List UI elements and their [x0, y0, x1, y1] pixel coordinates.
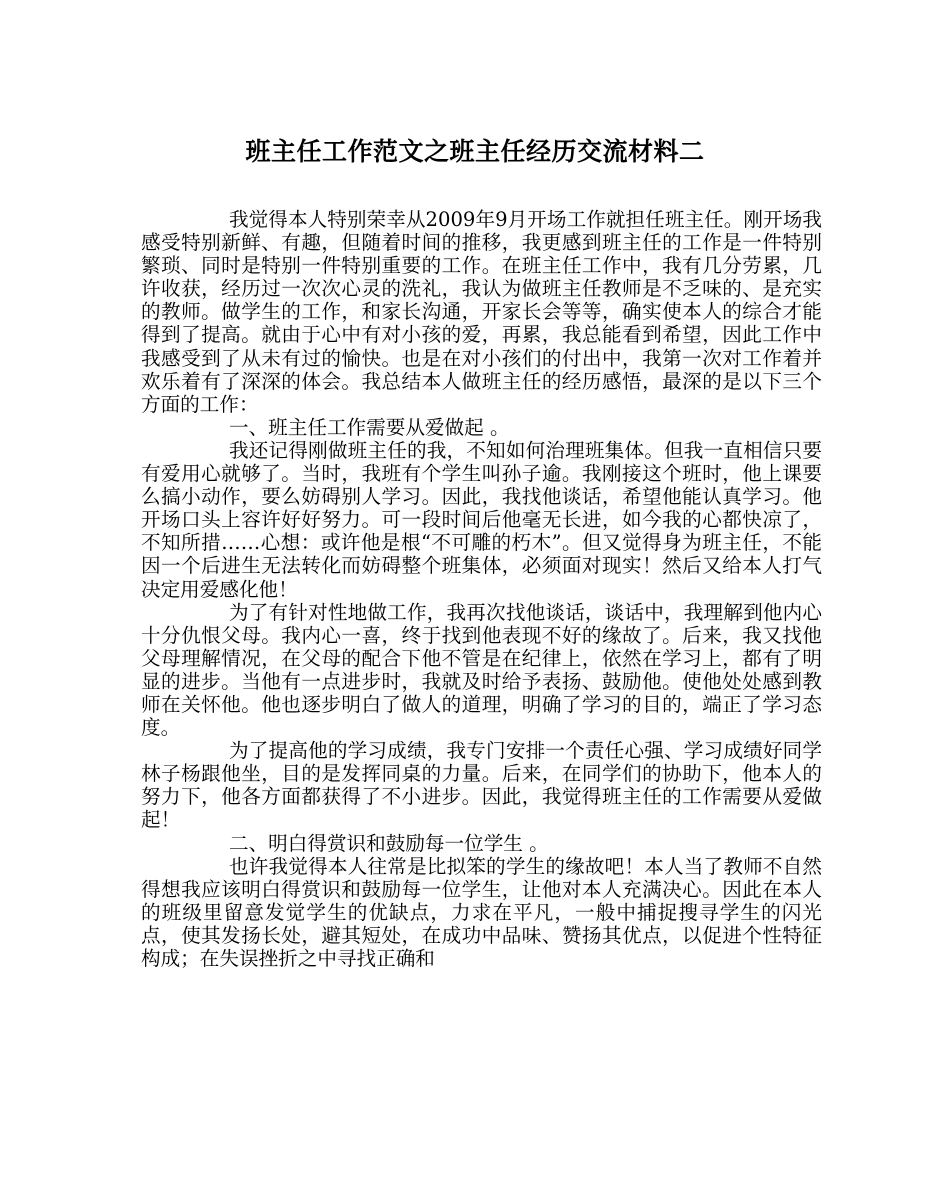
paragraph-section1-2: 为了有针对性地做工作，我再次找他谈话，谈话中，我理解到他内心十分仇恨父母。我内心一喜，终于找到他表现不好的缘故了。后来，我又找他父母理解情况，在父母的配合下他不管是在纪律上，依然在学习上，都有了明显的进步。当他有一点进步时，我就及时给予表扬、鼓励他。使他处处感到教师在关怀他。他也逐步明白了做人的道理，明确了学习的目的，端正了学习态度。 — [141, 600, 822, 740]
paragraph-section2-1: 也许我觉得本人往常是比拟笨的学生的缘故吧！本人当了教师不自然得想我应该明白得赏识和鼓励每一位学生，让他对本人充满决心。因此在本人的班级里留意发觉学生的优缺点，力求在平凡，一般中捕捉搜寻学生的闪光点，使其发扬长处，避其短处，在成功中品味、赞扬其优点，以促进个性特征构成；在失误挫折之中寻找正确和 — [141, 854, 822, 970]
section-heading-2: 二、明白得赏识和鼓励每一位学生 。 — [229, 831, 549, 855]
paragraph-section1-3: 为了提高他的学习成绩，我专门安排一个责任心强、学习成绩好同学林子杨跟他坐，目的是发挥同桌的力量。后来，在同学们的协助下，他本人的努力下，他各方面都获得了不小进步。因此，我觉得班主任的工作需要从爱做起！ — [141, 739, 822, 832]
paragraph-intro: 我觉得本人特别荣幸从2009年9月开场工作就担任班主任。刚开场我感受特别新鲜、有趣，但随着时间的推移，我更感到班主任的工作是一件特别繁琐、同时是特别一件特别重要的工作。在班主任工作中，我有几分劳累，几许收获，经历过一次次心灵的洗礼，我认为做班主任教师是不乏味的、是充实的教师。做学生的工作，和家长沟通，开家长会等等，确实使本人的综合才能得到了提高。就由于心中有对小孩的爱，再累，我总能看到希望，因此工作中我感受到了从未有过的愉快。也是在对小孩们的付出中，我第一次对工作着并欢乐着有了深深的体会。我总结本人做班主任的经历感悟，最深的是以下三个方面的工作： — [141, 208, 822, 416]
section-heading-1: 一、班主任工作需要从爱做起 。 — [229, 415, 510, 439]
document-body — [141, 208, 822, 970]
document-title: 班主任工作范文之班主任经历交流材料二 — [245, 137, 705, 166]
paragraph-section1-1: 我还记得刚做班主任的我，不知如何治理班集体。但我一直相信只要有爱用心就够了。当时，我班有个学生叫孙子逾。我刚接这个班时，他上课要么搞小动作，要么妨碍别人学习。因此，我找他谈话，希望他能认真学习。他开场口头上容许好好努力。可一段时间后他毫无长进，如今我的心都快凉了，不知所措……心想：或许他是根“不可雕的朽木”。但又觉得身为班主任，不能因一个后进生无法转化而妨碍整个班集体，必须面对现实！然后又给本人打气决定用爱感化他！ — [141, 438, 822, 601]
